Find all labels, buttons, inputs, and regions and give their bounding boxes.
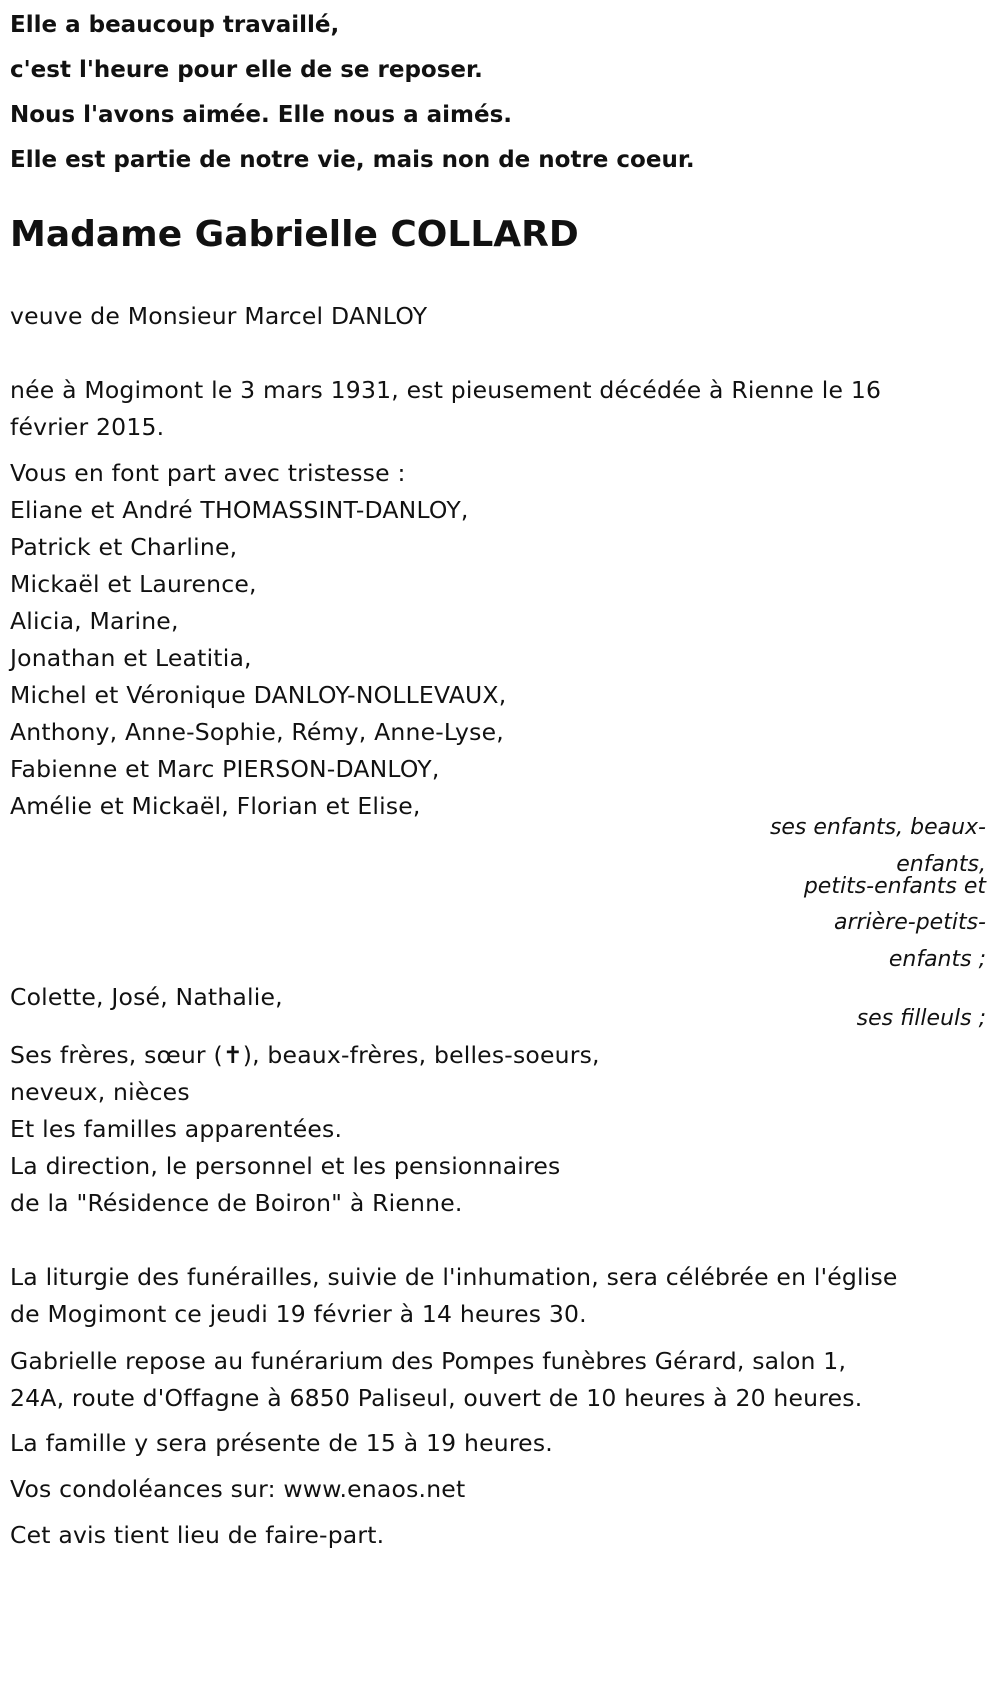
relatives-line-2: neveux, nièces: [10, 1078, 190, 1106]
poem-line-2: c'est l'heure pour elle de se reposer.: [10, 57, 483, 83]
relatives-line-4: La direction, le personnel et les pensionnaires: [10, 1152, 561, 1180]
condolences: Vos condoléances sur: www.enaos.net: [10, 1475, 466, 1503]
relatives-line-3: Et les familles apparentées.: [10, 1115, 343, 1143]
birth-death-line-1: née à Mogimont le 3 mars 1931, est pieusement décédée à Rienne le 16: [10, 376, 882, 404]
family-line-6: Jonathan et Leatitia,: [10, 644, 252, 672]
family-presence: La famille y sera présente de 15 à 19 heures.: [10, 1429, 553, 1457]
family-line-9: Fabienne et Marc PIERSON-DANLOY,: [10, 755, 440, 783]
family-role-line-5: enfants ;: [888, 947, 986, 972]
family-line-4: Mickaël et Laurence,: [10, 570, 257, 598]
poem-line-1: Elle a beaucoup travaillé,: [10, 12, 340, 38]
family-role-line-2: enfants,: [896, 852, 986, 877]
liturgy-line-1: La liturgie des funérailles, suivie de l'inhumation, sera célébrée en l'église: [10, 1263, 898, 1291]
family-line-2: Eliane et André THOMASSINT-DANLOY,: [10, 496, 469, 524]
notice: Cet avis tient lieu de faire-part.: [10, 1521, 385, 1549]
birth-death-line-2: février 2015.: [10, 413, 165, 441]
family-line-10: Amélie et Mickaël, Florian et Elise,: [10, 792, 421, 820]
family-line-1: Vous en font part avec tristesse :: [10, 459, 406, 487]
poem-line-3: Nous l'avons aimée. Elle nous a aimés.: [10, 102, 513, 128]
widow-of: veuve de Monsieur Marcel DANLOY: [10, 302, 428, 330]
family-role-line-3: petits-enfants et: [803, 874, 986, 899]
godchildren-role: ses filleuls ;: [856, 1006, 986, 1031]
family-line-8: Anthony, Anne-Sophie, Rémy, Anne-Lyse,: [10, 718, 504, 746]
family-role-line-1: ses enfants, beaux-: [769, 815, 986, 840]
relatives-line-5: de la "Résidence de Boiron" à Rienne.: [10, 1189, 463, 1217]
liturgy-line-2: de Mogimont ce jeudi 19 février à 14 heures 30.: [10, 1300, 587, 1328]
family-line-7: Michel et Véronique DANLOY-NOLLEVAUX,: [10, 681, 507, 709]
funerarium-line-2: 24A, route d'Offagne à 6850 Paliseul, ouvert de 10 heures à 20 heures.: [10, 1384, 863, 1412]
family-role-line-4: arrière-petits-: [833, 910, 986, 935]
poem-line-4: Elle est partie de notre vie, mais non de notre coeur.: [10, 147, 695, 173]
relatives-line-1: Ses frères, sœur (✝), beaux-frères, belles-soeurs,: [10, 1041, 600, 1069]
funerarium-line-1: Gabrielle repose au funérarium des Pompes funèbres Gérard, salon 1,: [10, 1347, 847, 1375]
godchildren: Colette, José, Nathalie,: [10, 983, 283, 1011]
deceased-name: Madame Gabrielle COLLARD: [10, 214, 579, 255]
family-line-5: Alicia, Marine,: [10, 607, 179, 635]
family-line-3: Patrick et Charline,: [10, 533, 238, 561]
